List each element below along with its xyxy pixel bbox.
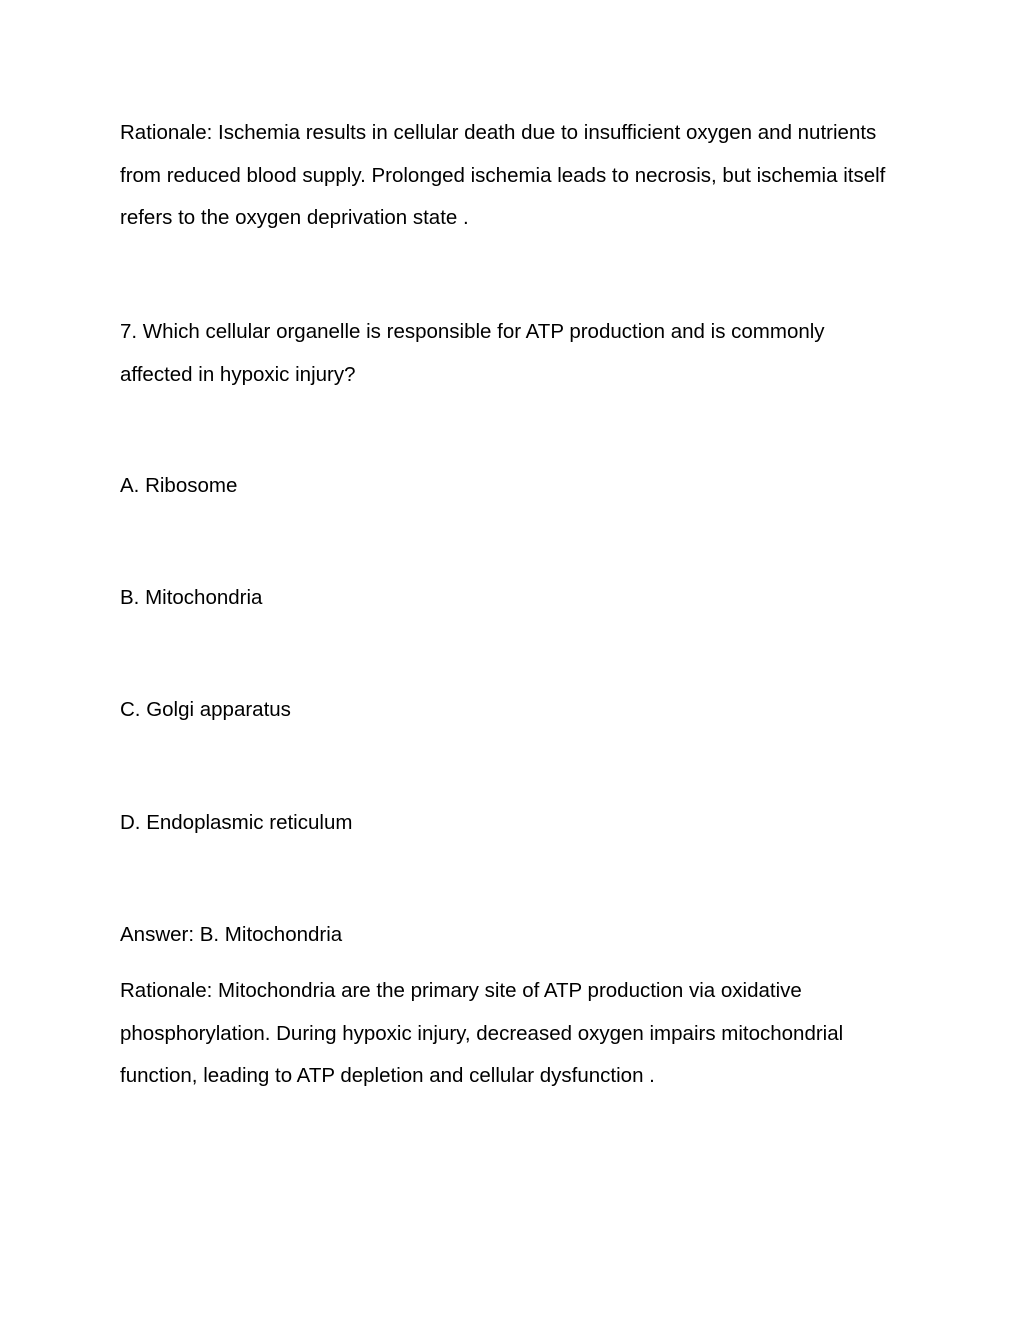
option-a: A. Ribosome bbox=[120, 474, 238, 497]
option-c: C. Golgi apparatus bbox=[120, 698, 291, 721]
rationale-text: Rationale: Mitochondria are the primary site of ATP production via oxidative phosphorylation. During hypoxic injury, decreased oxygen impairs mitochondrial function, leading to ATP depletion and cellular dysfunction . bbox=[120, 979, 844, 1087]
answer-text: Answer: B. Mitochondria bbox=[120, 923, 343, 946]
option-d: D. Endoplasmic reticulum bbox=[120, 811, 353, 834]
question-text: 7. Which cellular organelle is responsible for ATP production and is commonly affected in hypoxic injury? bbox=[120, 320, 825, 386]
previous-rationale-text: Rationale: Ischemia results in cellular death due to insufficient oxygen and nutrients from reduced blood supply. Prolonged ischemia leads to necrosis, but ischemia itself refers to the oxygen deprivation state . bbox=[120, 121, 886, 229]
option-b: B. Mitochondria bbox=[120, 586, 263, 609]
